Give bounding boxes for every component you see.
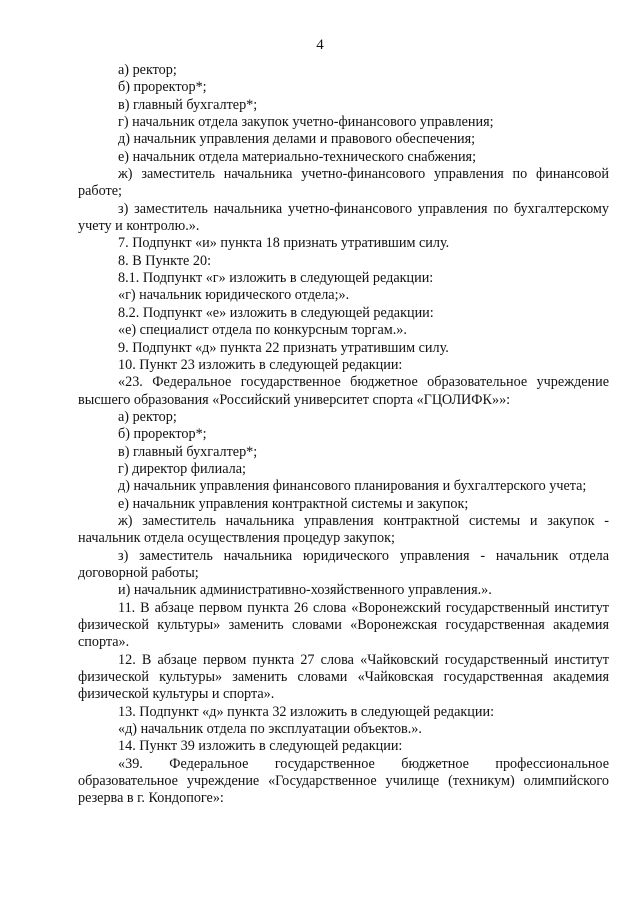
paragraph: з) заместитель начальника учетно-финансового управления по бухгалтерскому учету и контролю.». [78, 200, 609, 235]
paragraph: а) ректор; [118, 62, 177, 78]
paragraph: 9. Подпункт «д» пункта 22 признать утратившим силу. [118, 339, 449, 356]
page-number: 4 [316, 37, 324, 53]
paragraph: и) начальник административно-хозяйственного управления.». [118, 582, 492, 599]
paragraph: з) заместитель начальника юридического управления - начальник отдела договорной работы; [78, 547, 609, 581]
paragraph: б) проректор*; [118, 79, 207, 96]
document-body [78, 62, 609, 808]
paragraph: «е) специалист отдела по конкурсным торгам.». [118, 322, 407, 339]
paragraph: «г) начальник юридического отдела;». [118, 287, 350, 304]
paragraph: 12. В абзаце первом пункта 27 слова «Чайковский государственный институт физической культуры» заменить словами «Чайковская государственная академия физической культуры и спорта». [78, 651, 609, 703]
paragraph: 8.1. Подпункт «г» изложить в следующей редакции: [118, 270, 434, 287]
paragraph: б) проректор*; [118, 426, 207, 443]
paragraph: 14. Пункт 39 изложить в следующей редакции: [118, 738, 403, 755]
paragraph: ж) заместитель начальника учетно-финансового управления по финансовой работе; [78, 166, 609, 200]
paragraph: в) главный бухгалтер*; [118, 96, 258, 113]
paragraph: е) начальник управления контрактной системы и закупок; [118, 495, 469, 512]
paragraph: д) начальник управления делами и правового обеспечения; [118, 131, 476, 148]
paragraph: а) ректор; [118, 408, 177, 425]
paragraph: 10. Пункт 23 изложить в следующей редакции: [118, 356, 403, 373]
paragraph: «23. Федеральное государственное бюджетное образовательное учреждение высшего образования «Российский университет спорта «ГЦОЛИФК»»: [78, 374, 609, 408]
paragraph: е) начальник отдела материально-технического снабжения; [118, 148, 477, 165]
paragraph: 13. Подпункт «д» пункта 32 изложить в следующей редакции: [118, 703, 495, 720]
paragraph: г) начальник отдела закупок учетно-финансового управления; [118, 114, 494, 131]
paragraph: г) директор филиала; [118, 460, 246, 477]
paragraph: в) главный бухгалтер*; [118, 443, 258, 460]
paragraph: д) начальник управления финансового планирования и бухгалтерского учета; [118, 478, 587, 495]
paragraph: ж) заместитель начальника управления контрактной системы и закупок - начальник отдела осуществления процедур закупок; [78, 512, 609, 547]
paragraph: 11. В абзаце первом пункта 26 слова «Воронежский государственный институт физической культуры» заменить словами «Воронежская государственная академия спорта». [78, 599, 609, 651]
paragraph: 8. В Пункте 20: [118, 252, 212, 269]
paragraph: 8.2. Подпункт «е» изложить в следующей редакции: [118, 304, 434, 321]
paragraph: «д) начальник отдела по эксплуатации объектов.». [118, 721, 422, 738]
paragraph: 7. Подпункт «и» пункта 18 признать утратившим силу. [118, 235, 450, 252]
paragraph: «39. Федеральное государственное бюджетное профессиональное образовательное учреждение «Государственное училище (техникум) олимпийского резерва в г. Кондопоге»: [78, 755, 609, 807]
